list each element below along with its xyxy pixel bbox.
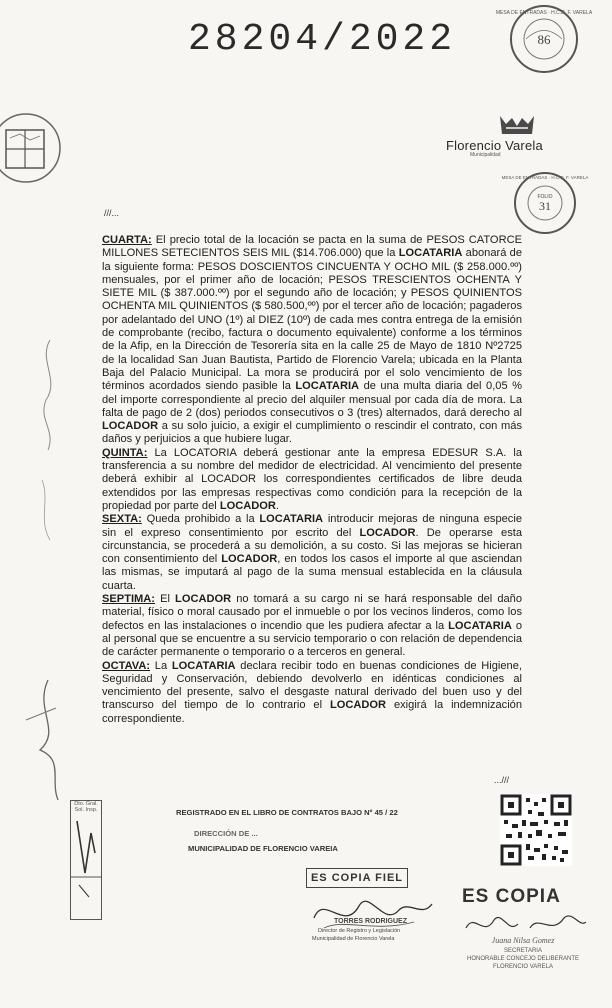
clause-text: Queda prohibido a la <box>141 513 260 526</box>
registry-line-1: REGISTRADO EN EL LIBRO DE CONTRATOS BAJO Nº 45 / 22 <box>176 808 398 817</box>
signer-name: TORRES RODRIGUEZ <box>334 918 407 925</box>
clause-text: a su solo juicio, a exigir el cumplimiento o rescindir el contrato, con más daños y perjuicios a que hubiere lugar. <box>102 420 522 446</box>
clause-bold: LOCATARIA <box>448 619 512 632</box>
control-box <box>70 800 102 920</box>
clause-bold: LOCADOR <box>221 553 278 566</box>
clause-bold: LOCATARIA <box>295 380 360 393</box>
clause-cuarta-title: CUARTA: <box>102 234 152 246</box>
clause-text: o al personal que se encuentre a su servicio temporario o con relación de dependencia de carácter permanente o temporario o a terceros en general. <box>102 619 522 659</box>
clause-text: introducir mejoras de ninguna especie sin el expreso consentimiento por escrito del <box>102 513 522 539</box>
margin-marks <box>20 330 80 810</box>
end-mark: .../// <box>494 775 510 785</box>
copia-fiel-stamp: ES COPIA FIEL <box>306 868 408 888</box>
registry-line-2: DIRECCIÓN DE ... <box>194 829 258 838</box>
left-seal <box>0 108 70 186</box>
contract-body <box>102 234 522 726</box>
signer-title-2: Municipalidad de Florencio Varela <box>312 936 395 942</box>
clause-text: . De operarse esta circunstancia, se procederá a su demolición, a su costo. Si las mejoras se hicieran con consentimiento del <box>102 526 522 566</box>
clause-bold: LOCATARIA <box>171 659 236 672</box>
clause-sexta-title: SEXTA: <box>102 513 142 526</box>
clause-bold: LOCADOR <box>219 499 276 512</box>
clause-octava <box>102 660 522 726</box>
file-number: 28204/2022 <box>188 18 457 61</box>
clause-bold: LOCATARIA <box>398 247 463 260</box>
clause-quinta <box>102 447 522 513</box>
secretaria-title-3: FLORENCIO VARELA <box>493 964 553 970</box>
clause-septima-title: SEPTIMA: <box>102 593 156 606</box>
clause-text: declara recibir todo en buenas condiciones de Higiene, Seguridad y Conservación, debiendo devolverlo en idénticas condiciones al vencimiento del presente, salvo el desgaste natural derivado del buen uso y del transcurso del tiempo de lo contrario el <box>102 659 522 712</box>
stamp2-number: 31 <box>539 199 551 213</box>
qr-code-icon <box>500 794 572 866</box>
stamp1-number: 86 <box>537 32 551 47</box>
box-text-2: Sol. Insp. <box>74 807 98 813</box>
clause-bold: LOCADOR <box>175 593 232 606</box>
registry-label: REGISTRADO EN EL LIBRO DE CONTRATOS BAJO Nº <box>176 808 373 817</box>
folio-stamp <box>501 170 589 236</box>
clause-sexta <box>102 513 522 593</box>
stamp2-text: MESA DE ENTRADAS · H.C.D. F. VARELA <box>501 175 589 180</box>
registry-year: 22 <box>389 808 398 817</box>
clause-text: . <box>275 499 279 512</box>
florencio-varela-logo-icon <box>490 114 544 138</box>
clause-bold: LOCATARIA <box>259 513 324 526</box>
clause-text: exigirá la indemnización correspondiente. <box>102 699 522 725</box>
clause-bold: LOCADOR <box>329 699 387 712</box>
registry-line-3: MUNICIPALIDAD DE FLORENCIO VAREIA <box>188 844 338 853</box>
clause-octava-title: OCTAVA: <box>102 659 151 672</box>
clause-bold: LOCADOR <box>359 526 416 539</box>
registry-stamp <box>176 808 398 853</box>
clause-text: El <box>155 593 176 606</box>
clause-text: , en todos los casos el importe al que asciendan las mismas, se imputará al pago de la suma mensual establecida en la cláusula cuarta. <box>102 553 523 592</box>
continuation-mark: ///... <box>104 208 120 218</box>
clause-text: abonará de la siguiente forma: PESOS DOSCIENTOS CINCUENTA Y OCHO MIL ($ 258.000.ºº) mensuales, por el primer año de locación; PESOS TRESCIENTOS OCHENTA Y SIETE MIL ($ 387.000.ºº) por el segundo año de locación; y PESOS QUINIENTOS OCHENTA MIL QUINIENTOS ($ 580.500,ºº) por el tercer año de locación; pagaderos por adelantado del UNO (1º) al DIEZ (10º) de cada mes contra entrega de la emisión de comprobante (recibo, factura o documento equivalente) conforme a los términos de la Afip, en la Dirección de Tesorería sita en la calle 25 de Mayo de 1810 Nº2725 de la localidad San Juan Bautista, Partido de Florencio Varela; ubicada en la Planta Baja del Palacio Municipal. La mora se producirá por el solo vencimiento de los términos acordados siendo pasible la <box>102 247 522 393</box>
logo-subtext: Municipalidad <box>470 152 501 158</box>
clause-quinta-title: QUINTA: <box>102 446 148 459</box>
clause-septima <box>102 593 522 659</box>
clause-text: de una multa diaria del 0,05 % del importe correspondiente al precio del alquiler mensual por cada día de mora. La falta de pago de 2 (dos) periodos consecutivos o 3 (tres) alternados, dará derecho al <box>102 380 522 419</box>
secretaria-title-1: SECRETARIA <box>504 948 542 954</box>
logo-text: Florencio Varela <box>446 138 543 153</box>
secretaria-name: Juana Nilsa Gomez <box>491 936 555 945</box>
stamp1-text: MESA DE ENTRADAS · H.C.D. F. VARELA <box>495 10 593 16</box>
secretaria-title-2: HONORABLE CONCEJO DELIBERANTE <box>466 956 580 962</box>
clause-text: El precio total de la locación se pacta en la suma de PESOS CATORCE MILLONES SETECIENTOS SEIS MIL ($14.706.000) que la <box>102 234 522 260</box>
entry-stamp-top <box>495 2 593 76</box>
clause-text: La LOCATORIA deberá gestionar ante la empresa EDESUR S.A. la transferencia a su nombre del medidor de electricidad. Al vencimiento del presente deberá exhibir al LOCADOR los correspondientes certificados de libre deuda extendidos por las empresas respectivas como condición para la recepción de la propiedad por parte del <box>102 446 522 512</box>
es-copia-stamp: ES COPIA <box>462 886 561 907</box>
box-text-1: Dto. Gral. <box>74 801 98 807</box>
stamp2-label: FOLIO <box>537 194 553 200</box>
box-signature <box>71 813 101 903</box>
clause-cuarta <box>102 234 522 447</box>
clause-bold: LOCADOR <box>102 420 159 433</box>
signer-title-1: Director de Registro y Legislación <box>318 928 401 934</box>
clause-text: La <box>150 659 172 672</box>
clause-text: no tomará a su cargo ni se hará responsable del daño material, físico o moral causado por el inmueble o por los vecinos linderos, como los defectos en las instalaciones o incendio que les pudiera afectar a la <box>102 593 523 632</box>
registry-number: 45 <box>374 808 384 817</box>
